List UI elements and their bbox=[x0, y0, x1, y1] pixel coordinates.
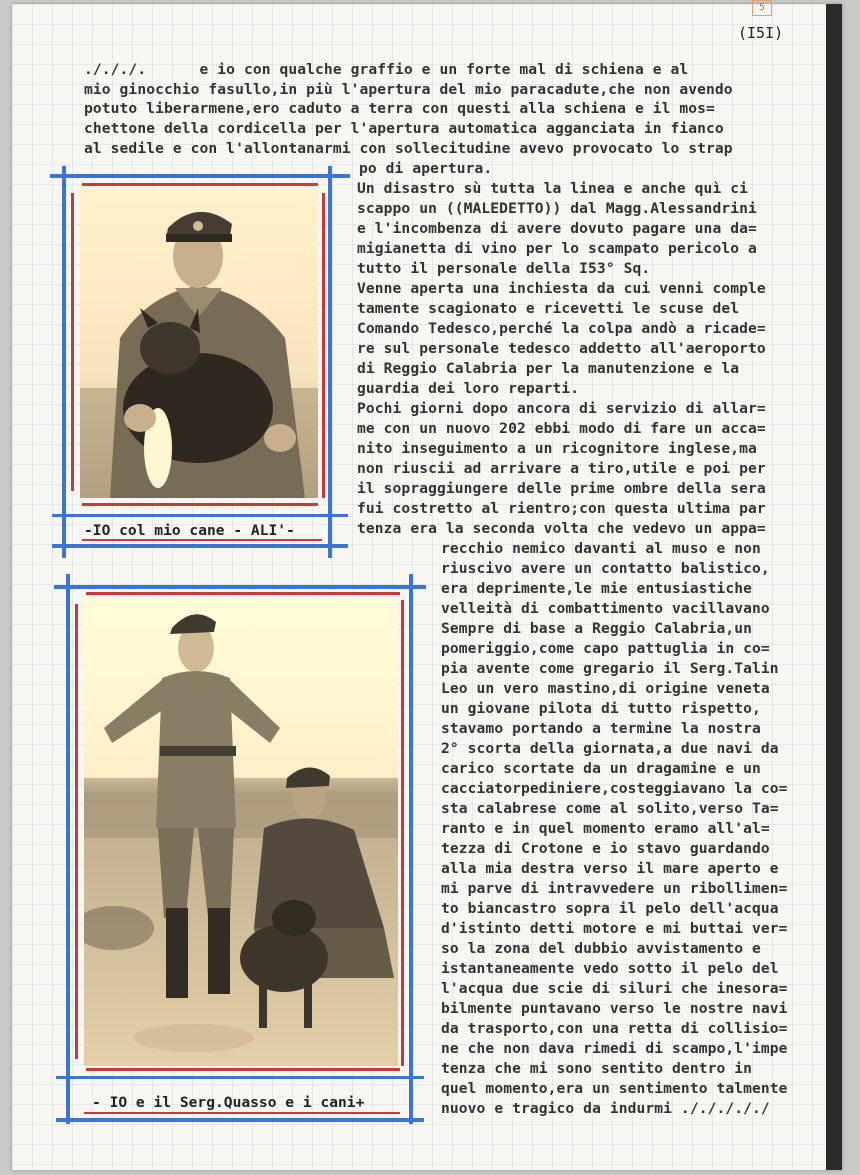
blue-frame-line bbox=[52, 544, 348, 548]
scan-edge-shadow bbox=[826, 4, 842, 1170]
text-line: ./././. e io con qualche graffio e un forte mal di schiena e al bbox=[84, 61, 689, 78]
text-line: un giovane pilota di tutto rispetto, bbox=[441, 700, 761, 717]
text-line: riuscivo avere un contatto balistico, bbox=[441, 560, 770, 577]
text-line: pia avente come gregario il Serg.Talin bbox=[441, 660, 779, 677]
text-line: po di apertura. bbox=[359, 160, 493, 177]
text-line: ne che non dava rimedi di scampo,l'impe bbox=[441, 1040, 788, 1057]
text-line: Pochi giorni dopo ancora di servizio di allar= bbox=[357, 400, 766, 417]
red-frame-line bbox=[82, 539, 322, 541]
text-line: Sempre di base a Reggio Calabria,un bbox=[441, 620, 753, 637]
red-frame-line bbox=[86, 1068, 400, 1071]
text-line: 2° scorta della giornata,a due navi da bbox=[441, 740, 779, 757]
text-line: sta calabrese come al solito,verso Ta= bbox=[441, 800, 779, 817]
page-number: (I5I) bbox=[738, 24, 784, 42]
text-line: mio ginocchio fasullo,in più l'apertura del mio paracadute,che non avendo bbox=[84, 81, 733, 98]
text-line: da trasporto,con una retta di collisio= bbox=[441, 1020, 788, 1037]
text-line: nuovo e tragico da indurmi ./././././ bbox=[441, 1100, 770, 1117]
text-line: scappo un ((MALEDETTO)) dal Magg.Alessandrini bbox=[357, 200, 757, 217]
text-line: cacciatorpediniere,costeggiavano la co= bbox=[441, 780, 788, 797]
blue-frame-line bbox=[56, 1118, 424, 1122]
text-line: so la zona del dubbio avvistamento e bbox=[441, 940, 761, 957]
blue-frame-line bbox=[409, 574, 413, 1124]
red-frame-line bbox=[84, 1112, 400, 1114]
red-frame-line bbox=[71, 193, 74, 491]
text-line: potuto liberarmene,ero caduto a terra con questi alla schiena e il mos= bbox=[84, 100, 715, 117]
text-line: quel momento,era un sentimento talmente bbox=[441, 1080, 788, 1097]
text-line: bilmente puntavano verso le nostre navi bbox=[441, 1000, 788, 1017]
text-line: istantaneamente vedo sotto il pelo del bbox=[441, 960, 779, 977]
text-line: migianetta di vino per lo scampato pericolo a bbox=[357, 240, 757, 257]
text-line: non riuscii ad arrivare a tiro,utile e poi per bbox=[357, 460, 766, 477]
blue-frame-line bbox=[52, 514, 348, 517]
text-line: recchio nemico davanti al muso e non bbox=[441, 540, 761, 557]
photo-officer-sergeant-dogs bbox=[84, 598, 398, 1066]
text-line: tenza che mi sono sentito dentro in bbox=[441, 1060, 753, 1077]
red-frame-line bbox=[82, 183, 318, 186]
text-line: me con un nuovo 202 ebbi modo di fare un acca= bbox=[357, 420, 766, 437]
text-line: nito inseguimento a un ricognitore inglese,ma bbox=[357, 440, 757, 457]
text-line: Comando Tedesco,perché la colpa andò a ricade= bbox=[357, 320, 766, 337]
text-line: l'acqua due scie di siluri che inesora= bbox=[441, 980, 788, 997]
text-line: velleità di combattimento vacillavano bbox=[441, 600, 770, 617]
text-line: e l'incombenza di avere dovuto pagare una da= bbox=[357, 220, 757, 237]
red-frame-line bbox=[82, 503, 318, 506]
text-line: stavamo portando a termine la nostra bbox=[441, 720, 761, 737]
text-line: to biancastro sopra il pelo dell'acqua bbox=[441, 900, 779, 917]
blue-frame-line bbox=[328, 166, 332, 558]
text-line: al sedile e con l'allontanarmi con sollecitudine avevo provocato lo strap bbox=[84, 140, 733, 157]
red-frame-line bbox=[322, 193, 325, 498]
text-line: chettone della cordicella per l'apertura automatica agganciata in fianco bbox=[84, 120, 724, 137]
photo-1-caption: -IO col mio cane - ALI'- bbox=[84, 522, 295, 539]
text-line: Un disastro sù tutta la linea e anche quì ci bbox=[357, 180, 748, 197]
text-line: d'istinto detti motore e mi buttai ver= bbox=[441, 920, 788, 937]
text-line: mi parve di intravvedere un ribollimen= bbox=[441, 880, 788, 897]
text-line: pomeriggio,come capo pattuglia in co= bbox=[441, 640, 770, 657]
photo-soldier-with-dog bbox=[80, 188, 318, 498]
blue-frame-line bbox=[56, 1076, 424, 1079]
red-frame-line bbox=[75, 604, 78, 1059]
blue-frame-line bbox=[50, 174, 350, 178]
page-corner-mark: 5 bbox=[752, 0, 772, 16]
text-line: alla mia destra verso il mare aperto e bbox=[441, 860, 779, 877]
text-line: Leo un vero mastino,di origine veneta bbox=[441, 680, 770, 697]
text-line: era deprimente,le mie entusiastiche bbox=[441, 580, 753, 597]
blue-frame-line bbox=[62, 166, 66, 558]
photo-2-caption: - IO e il Serg.Quasso e i cani+ bbox=[92, 1094, 365, 1111]
red-frame-line bbox=[86, 592, 400, 595]
text-line: tutto il personale della I53° Sq. bbox=[357, 260, 651, 277]
text-line: guardia dei loro reparti. bbox=[357, 380, 580, 397]
text-line: Venne aperta una inchiesta da cui venni comple bbox=[357, 280, 766, 297]
text-line: tenza era la seconda volta che vedevo un appa= bbox=[357, 520, 766, 537]
text-line: di Reggio Calabria per la manutenzione e la bbox=[357, 360, 740, 377]
text-line: ranto e in quel momento eramo all'al= bbox=[441, 820, 770, 837]
text-line: re sul personale tedesco addetto all'aeroporto bbox=[357, 340, 766, 357]
text-line: il sopraggiungere delle prime ombre della sera bbox=[357, 480, 766, 497]
text-line: fui costretto al rientro;con questa ultima par bbox=[357, 500, 766, 517]
red-frame-line bbox=[401, 600, 404, 1066]
text-line: tezza di Crotone e io stavo guardando bbox=[441, 840, 770, 857]
text-line: carico scortate da un dragamine e un bbox=[441, 760, 761, 777]
blue-frame-line bbox=[66, 574, 70, 1124]
text-line: tamente scagionato e ricevetti le scuse del bbox=[357, 300, 740, 317]
blue-frame-line bbox=[54, 585, 426, 589]
